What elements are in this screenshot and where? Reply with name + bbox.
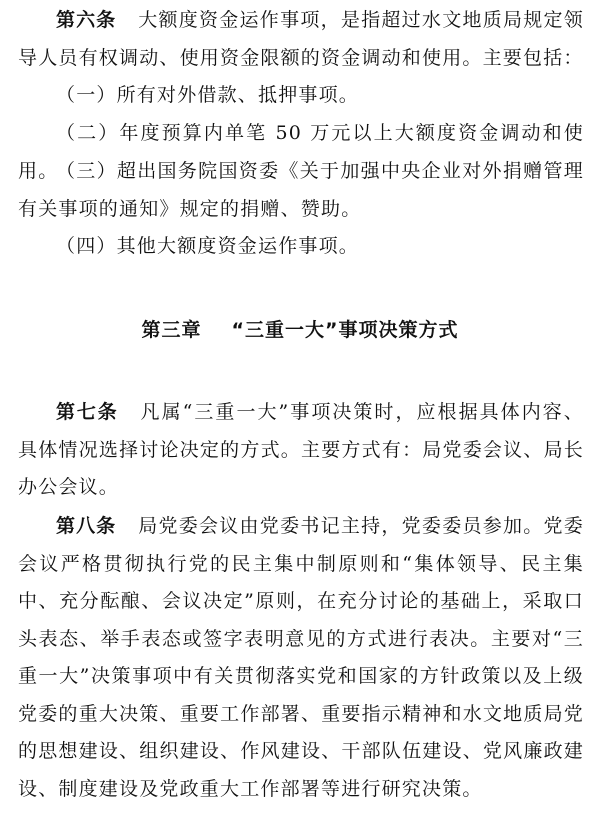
article-8-label: 第八条 <box>56 515 117 537</box>
article-8-text: 局党委会议由党委书记主持，党委委员参加。党委会议严格贯彻执行党的民主集中制原则和“集体领导、民主集中、充分酝酿、会议决定”原则，在充分讨论的基础上，采取口头表态、举手表态或签字表明意见的方式进行表决。主要对“三重一大”决策事项中有关贯彻落实党和国家的方针政策以及上级党委的重大决策、重要工作部署、重要指示精神和水文地质局党的思想建设、组织建设、作风建设、干部队伍建设、党风廉政建设、制度建设及党政重大工作部署等进行研究决策。 <box>18 515 584 800</box>
item-1-text: （一）所有对外借款、抵押事项。 <box>56 84 360 106</box>
chapter-heading <box>0 312 600 350</box>
item-1-paragraph <box>18 77 584 115</box>
article-6-text: 大额度资金运作事项，是指超过水文地质局规定领导人员有权调动、使用资金限额的资金调动和使用。主要包括： <box>18 9 584 69</box>
item-3-text: （三）超出国务院国资委《关于加强中央企业对外捐赠管理有关事项的通知》规定的捐赠、赞助。 <box>18 160 584 220</box>
article-7-label: 第七条 <box>56 401 119 423</box>
article-6-paragraph <box>18 2 584 77</box>
item-3-paragraph <box>18 153 584 228</box>
article-7-text: 凡属“三重一大”事项决策时，应根据具体内容、具体情况选择讨论决定的方式。主要方式有：局党委会议、局长办公会议。 <box>18 401 584 498</box>
item-4-text: （四）其他大额度资金运作事项。 <box>56 235 360 257</box>
chapter-number: 第三章 <box>141 319 202 341</box>
chapter-title: “三重一大”事项决策方式 <box>231 319 459 341</box>
item-2-text: （二）年度预算内单笔 50 万元以上大额度资金调动和使用。 <box>18 122 584 182</box>
article-6-label: 第六条 <box>56 9 117 31</box>
article-7-paragraph <box>18 394 584 507</box>
article-8-paragraph <box>18 508 584 808</box>
item-4-paragraph <box>18 228 584 266</box>
